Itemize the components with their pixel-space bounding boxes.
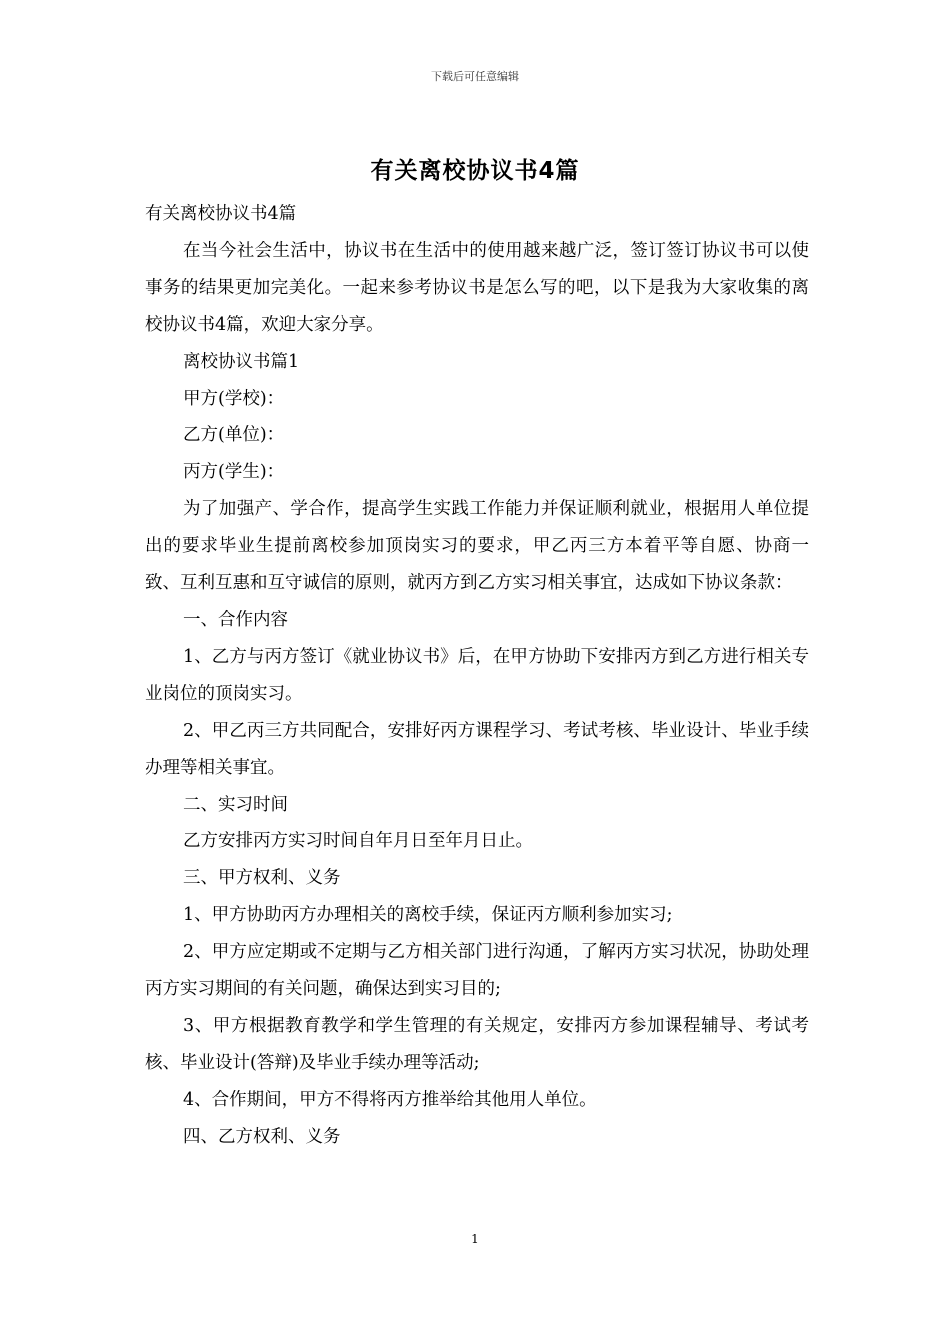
paragraph: 在当今社会生活中，协议书在生活中的使用越来越广泛，签订签订协议书可以使事务的结果更加完美化。一起来参考协议书是怎么写的吧，以下是我为大家收集的离校协议书4篇，欢迎大家分享。 — [145, 240, 809, 335]
paragraph: 二、实习时间 — [183, 794, 288, 815]
paragraph: 2、甲乙丙三方共同配合，安排好丙方课程学习、考试考核、毕业设计、毕业手续办理等相关事宜。 — [145, 720, 809, 778]
paragraph: 1、甲方协助丙方办理相关的离校手续，保证丙方顺利参加实习; — [183, 905, 673, 926]
paragraph: 乙方安排丙方实习时间自年月日至年月日止。 — [183, 831, 533, 852]
paragraph: 2、甲方应定期或不定期与乙方相关部门进行沟通，了解丙方实习状况，协助处理丙方实习期间的有关问题，确保达到实习目的; — [145, 942, 809, 1000]
paragraph: 3、甲方根据教育教学和学生管理的有关规定，安排丙方参加课程辅导、考试考核、毕业设计(答辩)及毕业手续办理等活动; — [145, 1015, 809, 1073]
paragraph: 离校协议书篇1 — [183, 351, 300, 372]
document-body — [145, 196, 809, 1156]
header-note: 下载后可任意编辑 — [431, 70, 519, 83]
paragraph: 四、乙方权利、义务 — [183, 1126, 341, 1147]
paragraph: 丙方(学生)： — [183, 462, 285, 483]
paragraph: 三、甲方权利、义务 — [183, 868, 341, 889]
document-title: 有关离校协议书4篇 — [370, 158, 580, 184]
paragraph: 有关离校协议书4篇 — [145, 204, 297, 224]
paragraph: 为了加强产、学合作，提高学生实践工作能力并保证顺利就业，根据用人单位提出的要求毕业生提前离校参加顶岗实习的要求，甲乙丙三方本着平等自愿、协商一致、互利互惠和互守诚信的原则，就丙方到乙方实习相关事宜，达成如下协议条款： — [145, 499, 809, 594]
paragraph: 1、乙方与丙方签订《就业协议书》后，在甲方协助下安排丙方到乙方进行相关专业岗位的顶岗实习。 — [145, 646, 809, 704]
paragraph: 4、合作期间，甲方不得将丙方推举给其他用人单位。 — [183, 1089, 597, 1110]
paragraph: 甲方(学校)： — [183, 388, 285, 409]
paragraph: 一、合作内容 — [183, 609, 288, 630]
page-number: 1 — [471, 1232, 479, 1246]
paragraph: 乙方(单位)： — [183, 425, 285, 446]
